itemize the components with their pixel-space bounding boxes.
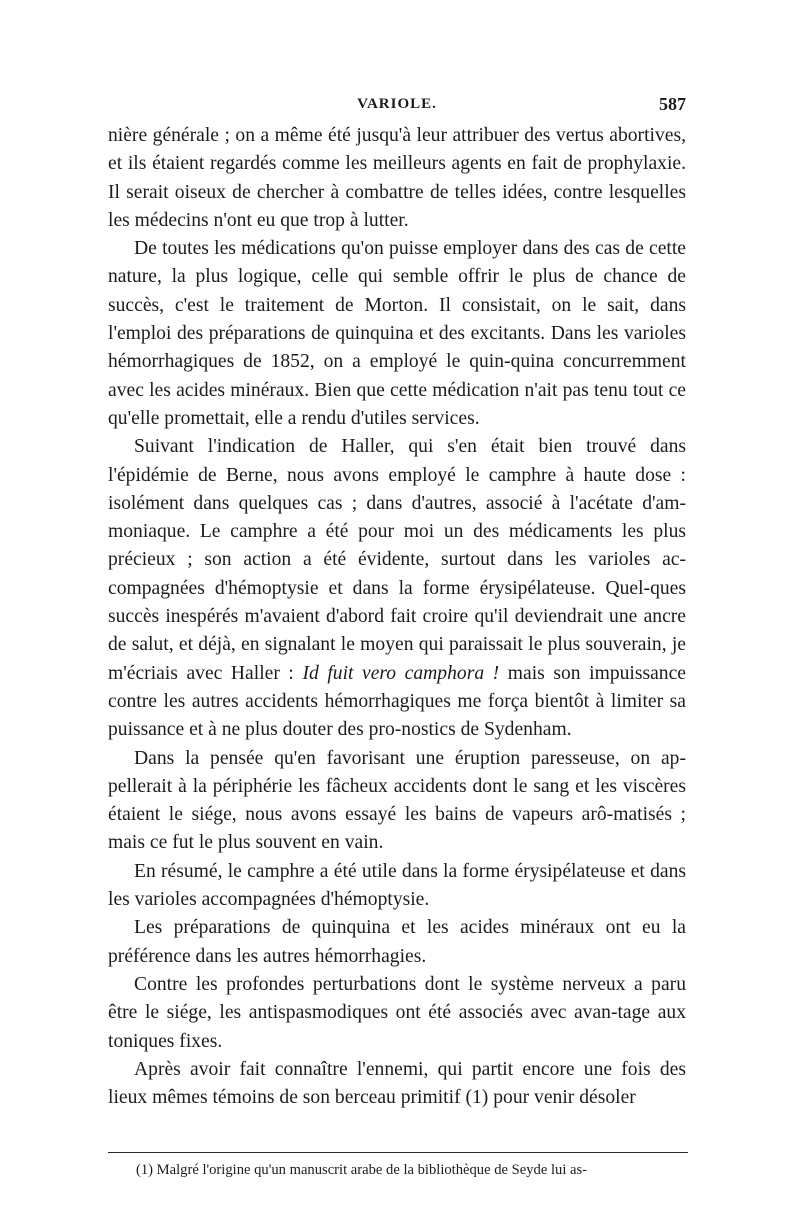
italic-quote: Id fuit vero camphora !: [302, 662, 500, 684]
paragraph: [108, 1056, 686, 1113]
running-head: [108, 92, 686, 122]
paragraph-text: Les préparations de quinquina et les acides minéraux ont eu la préférence dans les autres hémorrhagies.: [108, 917, 686, 967]
paragraph: [108, 858, 686, 915]
paragraph-text: Après avoir fait connaître l'ennemi, qui partit encore une fois des lieux mêmes témoins de son berceau primitif (1) pour venir désoler: [108, 1058, 686, 1109]
paragraph: [108, 914, 686, 971]
page-number: 587: [659, 94, 686, 114]
footnote-rule: [108, 1152, 688, 1153]
running-title: VARIOLE.: [357, 96, 437, 112]
paragraph: [108, 235, 686, 433]
paragraph: [108, 122, 686, 235]
paragraph-text: Suivant l'indication de Haller, qui s'en était bien trouvé dans l'épidémie de Berne, nous avons employé le camphre à haute dose : isolément dans quelques cas ; dans d'autres, associé à l'acétate d'am-moniaque. Le camphre a été pour moi un des médicaments les plus précieux ; son action a été évidente, surtout dans les varioles ac-compagnées d'hémoptysie et dans la forme érysipélateuse. Quel-ques succès inespérés m'avaient d'abord fait croire qu'il deviendrait une ancre de salut, et déjà, en signalant le moyen qui paraissait le plus souverain, je m'écriais avec Haller :: [108, 436, 686, 684]
paragraph-text: En résumé, le camphre a été utile dans la forme érysipélateuse et dans les varioles accompagnées d'hémoptysie.: [108, 860, 686, 911]
paragraph-text: nière générale ; on a même été jusqu'à leur attribuer des vertus abortives, et ils étaient regardés comme les meilleurs agents en fait de prophylaxie. Il serait oiseux de chercher à combattre de telles idées, contre lesquelles les médecins n'ont eu que trop à lutter.: [108, 125, 686, 231]
footnote: (1) Malgré l'origine qu'un manuscrit arabe de la bibliothèque de Seyde lui as-: [136, 1162, 588, 1178]
page: [108, 92, 686, 1112]
paragraph-text: mais son impuissance contre les autres accidents hémorrhagiques me força bientôt à limiter sa puissance et à ne plus douter des pro-nostics de Sydenham.: [108, 662, 686, 741]
paragraph: [108, 971, 686, 1056]
body-text: [108, 122, 686, 1112]
paragraph: [108, 745, 686, 858]
paragraph-text: De toutes les médications qu'on puisse employer dans des cas de cette nature, la plus logique, celle qui semble offrir le plus de chance de succès, c'est le traitement de Morton. Il consistait, on le sait, dans l'emploi des préparations de quinquina et des excitants. Dans les varioles hémorrhagiques de 1852, on a employé le quin-quina concurremment avec les acides minéraux. Bien que cette médication n'ait pas tenu tout ce qu'elle promettait, elle a rendu d'utiles services.: [108, 238, 686, 429]
paragraph-text: Dans la pensée qu'en favorisant une éruption paresseuse, on ap-pellerait à la périphérie les fâcheux accidents dont le sang et les viscères étaient le siége, nous avons essayé les bains de vapeurs arô-matisés ; mais ce fut le plus souvent en vain.: [108, 747, 686, 854]
paragraph: [108, 433, 686, 744]
paragraph-text: Contre les profondes perturbations dont le système nerveux a paru être le siége, les antispasmodiques ont été associés avec avan-tage aux toniques fixes.: [108, 973, 686, 1052]
